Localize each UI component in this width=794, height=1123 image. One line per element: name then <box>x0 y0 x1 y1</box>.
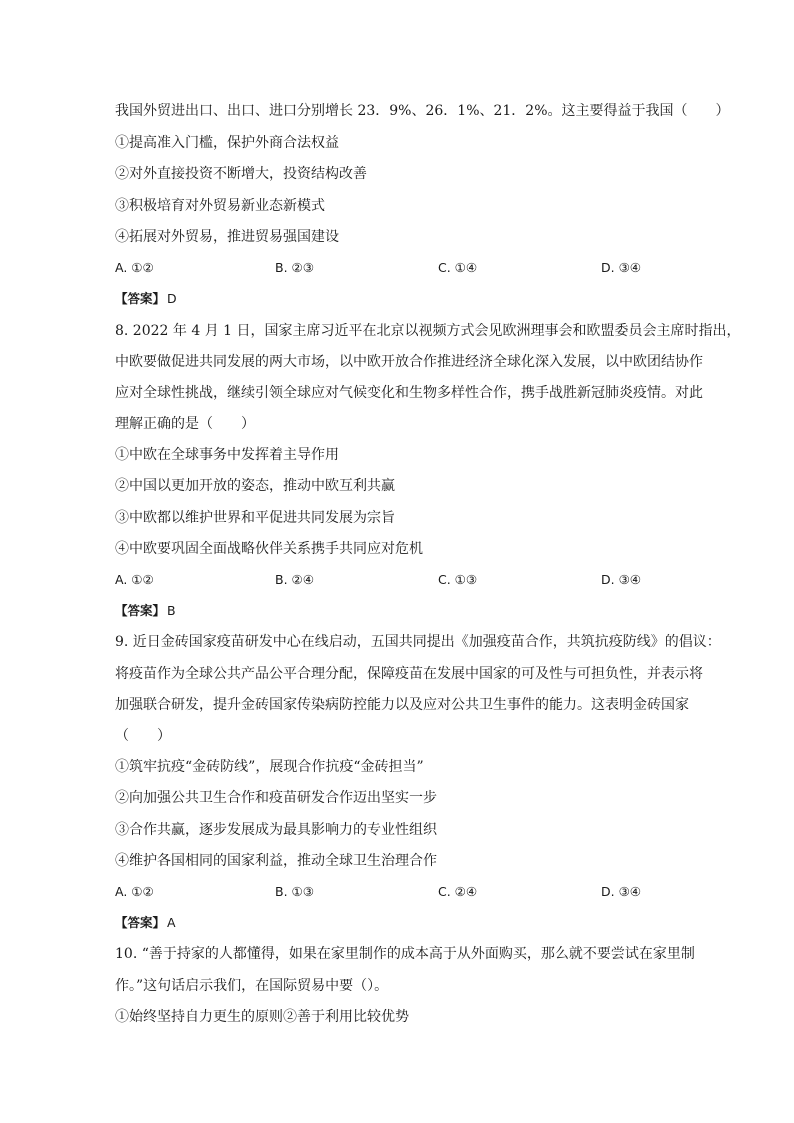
q7-answer-label: 【答案】 <box>115 291 166 306</box>
q8-answer-value: B <box>167 603 176 618</box>
q10-stem-line-2: 作。”这句话启示我们，在国际贸易中要（）。 <box>115 978 389 994</box>
q7-options <box>115 258 705 278</box>
q8-stem-line-1: 8. 2022 年 4 月 1 日，国家主席习近平在北京以视频方式会见欧洲理事会和欧盟委员会主席时指出， <box>115 323 741 339</box>
q8-stem-line-2: 中欧要做促进共同发展的两大市场，以中欧开放合作推进经济全球化深入发展，以中欧团结协作 <box>115 354 703 370</box>
q7-item-2: ②对外直接投资不断增大，投资结构改善 <box>115 166 367 182</box>
q9-stem-line-1: 9. 近日金砖国家疫苗研发中心在线启动，五国共同提出《加强疫苗合作，共筑抗疫防线》的倡议： <box>115 634 721 650</box>
q9-option-c: C. ②④ <box>438 884 478 899</box>
q9-item-1: ①筑牢抗疫“金砖防线”，展现合作抗疫“金砖担当” <box>115 759 424 775</box>
q7-item-3: ③积极培育对外贸易新业态新模式 <box>115 198 325 214</box>
q8-item-2: ②中国以更加开放的姿态，推动中欧互利共赢 <box>115 478 395 494</box>
q7-option-d: D. ③④ <box>601 260 641 275</box>
q7-answer-value: D <box>167 291 177 306</box>
q7-option-a: A. ①② <box>115 260 154 275</box>
q8-option-a: A. ①② <box>115 572 154 587</box>
q9-stem-line-3: 加强联合研发，提升金砖国家传染病防控能力以及应对公共卫生事件的能力。这表明金砖国家 <box>115 697 689 713</box>
q7-answer <box>115 289 177 309</box>
q8-option-c: C. ①③ <box>438 572 478 587</box>
q9-option-a: A. ①② <box>115 884 154 899</box>
q9-answer-value: A <box>167 915 176 930</box>
q7-item-1: ①提高准入门槛，保护外商合法权益 <box>115 135 339 151</box>
q7-option-c: C. ①④ <box>438 260 478 275</box>
q10-stem-line-1: 10. “善于持家的人都懂得，如果在家里制作的成本高于从外面购买，那么就不要尝试在家里制 <box>115 946 695 962</box>
q9-option-d: D. ③④ <box>601 884 641 899</box>
q8-options <box>115 570 705 590</box>
q8-option-d: D. ③④ <box>601 572 641 587</box>
q9-options <box>115 882 705 902</box>
q7-option-b: B. ②③ <box>275 260 314 275</box>
q8-answer <box>115 601 176 621</box>
q7-item-4: ④拓展对外贸易，推进贸易强国建设 <box>115 229 339 245</box>
q9-item-4: ④维护各国相同的国家利益，推动全球卫生治理合作 <box>115 853 437 869</box>
q9-item-3: ③合作共赢，逐步发展成为最具影响力的专业性组织 <box>115 822 437 838</box>
q8-item-3: ③中欧都以维护世界和平促进共同发展为宗旨 <box>115 510 395 526</box>
q9-answer <box>115 913 176 933</box>
q10-item-1: ①始终坚持自力更生的原则②善于利用比较优势 <box>115 1009 409 1025</box>
q9-stem-line-2: 将疫苗作为全球公共产品公平合理分配，保障疫苗在发展中国家的可及性与可担负性，并表示将 <box>115 666 703 682</box>
q8-stem-line-3: 应对全球性挑战，继续引领全球应对气候变化和生物多样性合作，携手战胜新冠肺炎疫情。对此 <box>115 385 703 401</box>
q8-stem-line-4: 理解正确的是（ ） <box>115 416 255 432</box>
q9-option-b: B. ①③ <box>275 884 314 899</box>
q8-option-b: B. ②④ <box>275 572 314 587</box>
q8-answer-label: 【答案】 <box>115 603 166 618</box>
q8-item-1: ①中欧在全球事务中发挥着主导作用 <box>115 447 339 463</box>
q9-item-2: ②向加强公共卫生合作和疫苗研发合作迈出坚实一步 <box>115 790 437 806</box>
q8-item-4: ④中欧要巩固全面战略伙伴关系携手共同应对危机 <box>115 541 423 557</box>
q9-stem-line-4: （ ） <box>115 728 171 744</box>
q7-stem: 我国外贸进出口、出口、进口分别增长 23．9%、26．1%、21．2%。这主要得益于我国（ ） <box>115 103 730 119</box>
q9-answer-label: 【答案】 <box>115 915 166 930</box>
